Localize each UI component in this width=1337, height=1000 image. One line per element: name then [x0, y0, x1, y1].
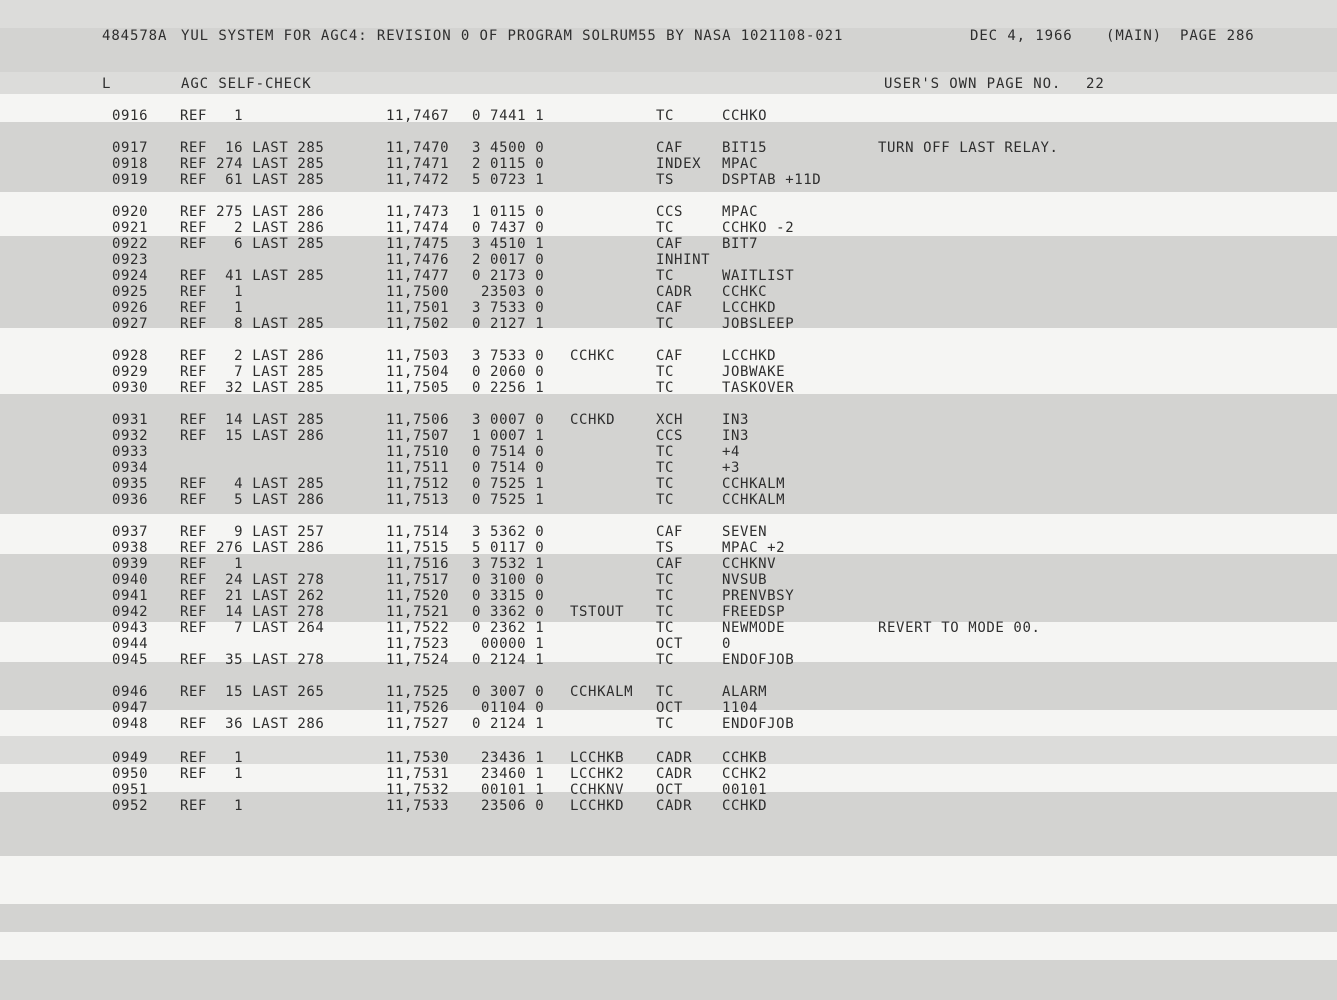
reference: REF 1 [180, 300, 244, 316]
line-number: 0933 [112, 444, 149, 460]
address: 11,7506 [386, 412, 450, 428]
opcode: TS [656, 540, 675, 556]
operand: MPAC [722, 156, 759, 172]
octal-word: 3 7533 0 [472, 300, 545, 316]
octal-word: 0 7525 1 [472, 492, 545, 508]
operand: CCHKD [722, 798, 768, 814]
line-number: 0951 [112, 782, 149, 798]
reference: REF 274 LAST 285 [180, 156, 325, 172]
opcode: CAF [656, 348, 684, 364]
line-number: 0922 [112, 236, 149, 252]
address: 11,7530 [386, 750, 450, 766]
line-number: 0916 [112, 108, 149, 124]
octal-word: 0 2124 1 [472, 716, 545, 732]
octal-word: 23436 1 [472, 750, 545, 766]
address: 11,7473 [386, 204, 450, 220]
address: 11,7532 [386, 782, 450, 798]
listing-title: YUL SYSTEM FOR AGC4: REVISION 0 OF PROGRAM SOLRUM55 BY NASA 1021108-021 [181, 28, 844, 44]
octal-word: 3 7533 0 [472, 348, 545, 364]
octal-word: 01104 0 [472, 700, 545, 716]
address: 11,7471 [386, 156, 450, 172]
opcode: CCS [656, 428, 684, 444]
reference: REF 2 LAST 286 [180, 220, 325, 236]
operand: NEWMODE [722, 620, 786, 636]
opcode: CAF [656, 236, 684, 252]
opcode: TC [656, 684, 675, 700]
opcode: CADR [656, 798, 693, 814]
address: 11,7514 [386, 524, 450, 540]
symbol-label: CCHKC [570, 348, 616, 364]
octal-word: 0 2173 0 [472, 268, 545, 284]
operand: CCHKALM [722, 476, 786, 492]
opcode: OCT [656, 700, 684, 716]
operand: ENDOFJOB [722, 652, 795, 668]
octal-word: 00000 1 [472, 636, 545, 652]
opcode: INHINT [656, 252, 711, 268]
symbol-label: TSTOUT [570, 604, 625, 620]
operand: LCCHKD [722, 348, 777, 364]
reference: REF 276 LAST 286 [180, 540, 325, 556]
opcode: TC [656, 716, 675, 732]
opcode: XCH [656, 412, 684, 428]
operand: SEVEN [722, 524, 768, 540]
operand: +3 [722, 460, 741, 476]
address: 11,7524 [386, 652, 450, 668]
octal-word: 23460 1 [472, 766, 545, 782]
user-page-label: USER'S OWN PAGE NO. [884, 76, 1062, 92]
opcode: CADR [656, 750, 693, 766]
octal-word: 23503 0 [472, 284, 545, 300]
octal-word: 3 4500 0 [472, 140, 545, 156]
opcode: TC [656, 268, 675, 284]
opcode: TC [656, 604, 675, 620]
line-number: 0936 [112, 492, 149, 508]
symbol-label: LCCHKD [570, 798, 625, 814]
address: 11,7475 [386, 236, 450, 252]
opcode: TC [656, 620, 675, 636]
octal-word: 0 3362 0 [472, 604, 545, 620]
user-page-number: 22 [1086, 76, 1105, 92]
operand: IN3 [722, 412, 750, 428]
opcode: TC [656, 492, 675, 508]
line-number: 0930 [112, 380, 149, 396]
reference: REF 2 LAST 286 [180, 348, 325, 364]
line-number: 0941 [112, 588, 149, 604]
line-number: 0931 [112, 412, 149, 428]
address: 11,7531 [386, 766, 450, 782]
address: 11,7505 [386, 380, 450, 396]
opcode: TC [656, 460, 675, 476]
reference: REF 24 LAST 278 [180, 572, 325, 588]
line-number: 0929 [112, 364, 149, 380]
operand: ENDOFJOB [722, 716, 795, 732]
address: 11,7525 [386, 684, 450, 700]
line-number: 0938 [112, 540, 149, 556]
address: 11,7474 [386, 220, 450, 236]
opcode: CADR [656, 284, 693, 300]
address: 11,7467 [386, 108, 450, 124]
operand: 1104 [722, 700, 759, 716]
opcode: INDEX [656, 156, 702, 172]
opcode: OCT [656, 782, 684, 798]
line-number: 0950 [112, 766, 149, 782]
octal-word: 3 5362 0 [472, 524, 545, 540]
reference: REF 4 LAST 285 [180, 476, 325, 492]
line-number: 0939 [112, 556, 149, 572]
octal-word: 0 3007 0 [472, 684, 545, 700]
octal-word: 1 0007 1 [472, 428, 545, 444]
operand: CCHKNV [722, 556, 777, 572]
reference: REF 61 LAST 285 [180, 172, 325, 188]
comment: TURN OFF LAST RELAY. [878, 140, 1059, 156]
opcode: TC [656, 364, 675, 380]
operand: PRENVBSY [722, 588, 795, 604]
opcode: TC [656, 108, 675, 124]
reference: REF 35 LAST 278 [180, 652, 325, 668]
address: 11,7510 [386, 444, 450, 460]
address: 11,7477 [386, 268, 450, 284]
address: 11,7520 [386, 588, 450, 604]
operand: CCHK2 [722, 766, 768, 782]
operand: BIT15 [722, 140, 768, 156]
line-number: 0952 [112, 798, 149, 814]
line-number: 0925 [112, 284, 149, 300]
reference: REF 7 LAST 285 [180, 364, 325, 380]
address: 11,7523 [386, 636, 450, 652]
address: 11,7512 [386, 476, 450, 492]
listing-date: DEC 4, 1966 [970, 28, 1073, 44]
address: 11,7501 [386, 300, 450, 316]
line-number: 0942 [112, 604, 149, 620]
reference: REF 1 [180, 798, 244, 814]
reference: REF 1 [180, 750, 244, 766]
octal-word: 0 7514 0 [472, 460, 545, 476]
line-number: 0918 [112, 156, 149, 172]
octal-word: 23506 0 [472, 798, 545, 814]
operand: JOBSLEEP [722, 316, 795, 332]
address: 11,7504 [386, 364, 450, 380]
opcode: TC [656, 316, 675, 332]
log-section-title: AGC SELF-CHECK [181, 76, 312, 92]
listing-section: (MAIN) [1106, 28, 1162, 44]
page-number: PAGE 286 [1180, 28, 1255, 44]
operand: IN3 [722, 428, 750, 444]
operand: MPAC +2 [722, 540, 786, 556]
operand: DSPTAB +11D [722, 172, 822, 188]
operand: CCHKC [722, 284, 768, 300]
symbol-label: CCHKD [570, 412, 616, 428]
operand: NVSUB [722, 572, 768, 588]
reference: REF 41 LAST 285 [180, 268, 325, 284]
reference: REF 16 LAST 285 [180, 140, 325, 156]
address: 11,7511 [386, 460, 450, 476]
operand: 0 [722, 636, 732, 652]
line-number: 0927 [112, 316, 149, 332]
line-number: 0919 [112, 172, 149, 188]
reference: REF 36 LAST 286 [180, 716, 325, 732]
octal-word: 2 0115 0 [472, 156, 545, 172]
address: 11,7517 [386, 572, 450, 588]
paper-stripe [0, 904, 1337, 932]
opcode: TC [656, 588, 675, 604]
reference: REF 15 LAST 265 [180, 684, 325, 700]
line-number: 0943 [112, 620, 149, 636]
address: 11,7503 [386, 348, 450, 364]
octal-word: 0 3315 0 [472, 588, 545, 604]
address: 11,7472 [386, 172, 450, 188]
listing-marker: L [102, 76, 112, 92]
opcode: TC [656, 572, 675, 588]
octal-word: 1 0115 0 [472, 204, 545, 220]
opcode: CADR [656, 766, 693, 782]
reference: REF 275 LAST 286 [180, 204, 325, 220]
job-id: 484578A [102, 28, 168, 44]
opcode: CAF [656, 140, 684, 156]
opcode: TC [656, 476, 675, 492]
address: 11,7521 [386, 604, 450, 620]
reference: REF 9 LAST 257 [180, 524, 325, 540]
symbol-label: LCCHK2 [570, 766, 625, 782]
reference: REF 8 LAST 285 [180, 316, 325, 332]
operand: CCHKO -2 [722, 220, 795, 236]
reference: REF 5 LAST 286 [180, 492, 325, 508]
address: 11,7522 [386, 620, 450, 636]
operand: FREEDSP [722, 604, 786, 620]
operand: MPAC [722, 204, 759, 220]
reference: REF 1 [180, 556, 244, 572]
octal-word: 0 7525 1 [472, 476, 545, 492]
opcode: OCT [656, 636, 684, 652]
octal-word: 00101 1 [472, 782, 545, 798]
line-number: 0944 [112, 636, 149, 652]
octal-word: 2 0017 0 [472, 252, 545, 268]
operand: +4 [722, 444, 741, 460]
symbol-label: CCHKALM [570, 684, 634, 700]
reference: REF 6 LAST 285 [180, 236, 325, 252]
comment: REVERT TO MODE 00. [878, 620, 1041, 636]
reference: REF 14 LAST 285 [180, 412, 325, 428]
line-number: 0921 [112, 220, 149, 236]
opcode: TC [656, 380, 675, 396]
operand: CCHKALM [722, 492, 786, 508]
line-number: 0948 [112, 716, 149, 732]
reference: REF 14 LAST 278 [180, 604, 325, 620]
symbol-label: CCHKNV [570, 782, 625, 798]
operand: LCCHKD [722, 300, 777, 316]
octal-word: 5 0117 0 [472, 540, 545, 556]
line-number: 0932 [112, 428, 149, 444]
octal-word: 0 2362 1 [472, 620, 545, 636]
line-number: 0949 [112, 750, 149, 766]
address: 11,7500 [386, 284, 450, 300]
address: 11,7507 [386, 428, 450, 444]
octal-word: 0 2124 1 [472, 652, 545, 668]
line-number: 0926 [112, 300, 149, 316]
reference: REF 21 LAST 262 [180, 588, 325, 604]
opcode: CAF [656, 556, 684, 572]
operand: BIT7 [722, 236, 759, 252]
octal-word: 0 3100 0 [472, 572, 545, 588]
address: 11,7527 [386, 716, 450, 732]
reference: REF 1 [180, 284, 244, 300]
operand: ALARM [722, 684, 768, 700]
address: 11,7526 [386, 700, 450, 716]
line-number: 0946 [112, 684, 149, 700]
octal-word: 0 2256 1 [472, 380, 545, 396]
octal-word: 3 4510 1 [472, 236, 545, 252]
octal-word: 3 0007 0 [472, 412, 545, 428]
opcode: CAF [656, 300, 684, 316]
reference: REF 32 LAST 285 [180, 380, 325, 396]
address: 11,7516 [386, 556, 450, 572]
address: 11,7502 [386, 316, 450, 332]
octal-word: 0 7441 1 [472, 108, 545, 124]
reference: REF 1 [180, 766, 244, 782]
address: 11,7470 [386, 140, 450, 156]
line-number: 0923 [112, 252, 149, 268]
line-number: 0917 [112, 140, 149, 156]
operand: 00101 [722, 782, 768, 798]
paper-stripe [0, 0, 1337, 28]
octal-word: 5 0723 1 [472, 172, 545, 188]
reference: REF 1 [180, 108, 244, 124]
paper-stripe [0, 960, 1337, 1000]
line-number: 0924 [112, 268, 149, 284]
opcode: TC [656, 652, 675, 668]
octal-word: 3 7532 1 [472, 556, 545, 572]
operand: WAITLIST [722, 268, 795, 284]
operand: TASKOVER [722, 380, 795, 396]
octal-word: 0 2060 0 [472, 364, 545, 380]
reference: REF 7 LAST 264 [180, 620, 325, 636]
line-number: 0947 [112, 700, 149, 716]
opcode: CCS [656, 204, 684, 220]
address: 11,7515 [386, 540, 450, 556]
octal-word: 0 7437 0 [472, 220, 545, 236]
line-number: 0934 [112, 460, 149, 476]
octal-word: 0 7514 0 [472, 444, 545, 460]
opcode: TS [656, 172, 675, 188]
octal-word: 0 2127 1 [472, 316, 545, 332]
address: 11,7476 [386, 252, 450, 268]
reference: REF 15 LAST 286 [180, 428, 325, 444]
line-number: 0935 [112, 476, 149, 492]
line-number: 0920 [112, 204, 149, 220]
operand: JOBWAKE [722, 364, 786, 380]
address: 11,7533 [386, 798, 450, 814]
operand: CCHKO [722, 108, 768, 124]
line-number: 0937 [112, 524, 149, 540]
line-number: 0928 [112, 348, 149, 364]
opcode: TC [656, 444, 675, 460]
line-number: 0945 [112, 652, 149, 668]
symbol-label: LCCHKB [570, 750, 625, 766]
opcode: TC [656, 220, 675, 236]
opcode: CAF [656, 524, 684, 540]
address: 11,7513 [386, 492, 450, 508]
operand: CCHKB [722, 750, 768, 766]
line-number: 0940 [112, 572, 149, 588]
